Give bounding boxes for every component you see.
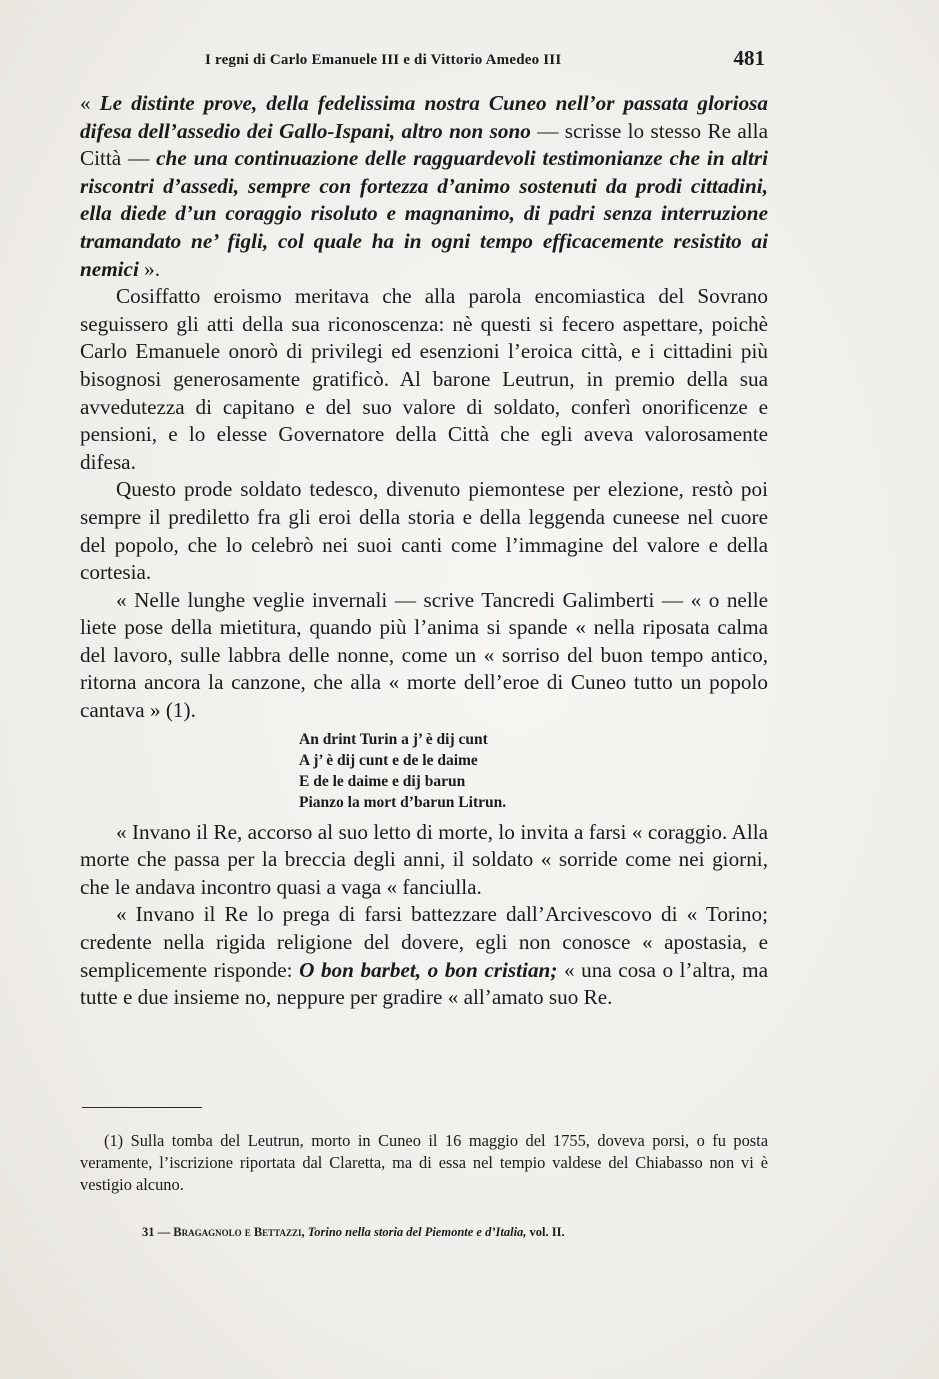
paragraph-deathbed: « Invano il Re, accorso al suo letto di morte, lo invita a farsi « coraggio. Alla morte che passa per la breccia degli anni, il soldato « sorride come nei giorni, che le andava incontro quasi a vaga « fanciulla. [80, 819, 768, 899]
signature-dash: — [154, 1225, 174, 1239]
paragraph-soldier: Questo prode soldato tedesco, divenuto piemontese per elezione, restò poi sempre il prediletto fra gli eroi della storia e della leggenda cuneese nel cuore del popolo, che lo celebrò nei suoi canti come l’immagine del valore e della cortesia. [80, 477, 768, 585]
footnote-text: (1) Sulla tomba del Leutrun, morto in Cuneo il 16 maggio del 1755, doveva porsi, o fu posta veramente, l’iscrizione riportata dal Claretta, ma di essa nel tempio valdese del Chiabasso non vi è vestigio alcuno. [80, 1131, 768, 1194]
footnote-rule [82, 1107, 202, 1108]
page-number: 481 [733, 46, 765, 70]
close-quote: ». [138, 256, 161, 281]
sheet-number: 31 [142, 1225, 155, 1239]
baptism-text-b: « una cosa o l’altra, ma tutte e due insieme no, neppure per gradire « all’amato suo Re. [80, 957, 768, 1010]
signature-volume: vol. II. [526, 1225, 565, 1239]
signature-title: Torino nella storia del Piemonte e d’Italia, [307, 1225, 527, 1239]
baptism-italic: O bon barbet, o bon cristian; [299, 957, 558, 982]
quote-italic-b: che una continuazione delle ragguardevoli testimonianze che in altri riscontri d’assedi, sempre con fortezza d’animo sostenuti da prodi cittadini, ella diede d’un coraggio risoluto e magnanimo, di padri senza interruzione tramandato ne’ figli, col quale ha in ogni tempo efficacemente resistito ai nemici [80, 146, 768, 281]
open-quote: « [80, 91, 100, 115]
paragraph-galimberti: « Nelle lunghe veglie invernali — scrive Tancredi Galimberti — « o nelle liete pose della mietitura, quando più l’anima si spande « nella riposata calma del lavoro, sulle labbra delle nonne, come un « sorriso del buon tempo antico, ritorna ancora la canzone, che alla « morte dell’eroe di Cuneo tutto un popolo cantava » (1). [80, 587, 768, 723]
poem-line: E de le daime e dij barun [299, 772, 466, 790]
paragraph-quote-king [80, 90, 768, 283]
body-text [80, 90, 768, 1012]
running-title: I regni di Carlo Emanuele III e di Vittorio Amedeo III [205, 52, 562, 68]
paragraph-heroism: Cosiffatto eroismo meritava che alla parola encomiastica del Sovrano seguissero gli atti della sua riconoscenza: nè questi si fecero aspettare, poichè Carlo Emanuele onorò di privilegi ed esenzioni l’eroica città, e i cittadini più bisognosi generosamente gratificò. Al barone Leutrun, in premio della sua avvedutezza di capitano e del suo valore di soldato, conferì onorificenze e pensioni, e lo elesse Governatore della Città che egli aveva valorosamente difesa. [80, 284, 768, 474]
paragraph-baptism [80, 901, 768, 1011]
signature-authors: Bragagnolo e Bettazzi, [173, 1225, 305, 1239]
quote-italic-a: Le distinte prove, della fedelissima nostra Cuneo nell’or passata gloriosa difesa dell’assedio dei Gallo-Ispani, altro non sono [80, 91, 768, 143]
poem-line: An drint Turin a j’ è dij cunt [299, 730, 488, 748]
baptism-text-a: « Invano il Re lo prega di farsi battezzare dall’Arcivescovo di « Torino; credente nella rigida religione del dovere, egli non conosce « apostasia, e semplicemente risponde: [80, 902, 768, 982]
printer-signature [142, 1225, 742, 1240]
poem-line: Pianzo la mort d’barun Litrun. [299, 793, 507, 811]
footnote [80, 1130, 768, 1196]
quote-roman: — scrisse lo stesso Re alla Città — [80, 118, 768, 171]
page-header [205, 46, 765, 76]
poem-line: A j’ è dij cunt e de le daime [299, 751, 478, 769]
poem [299, 729, 768, 813]
